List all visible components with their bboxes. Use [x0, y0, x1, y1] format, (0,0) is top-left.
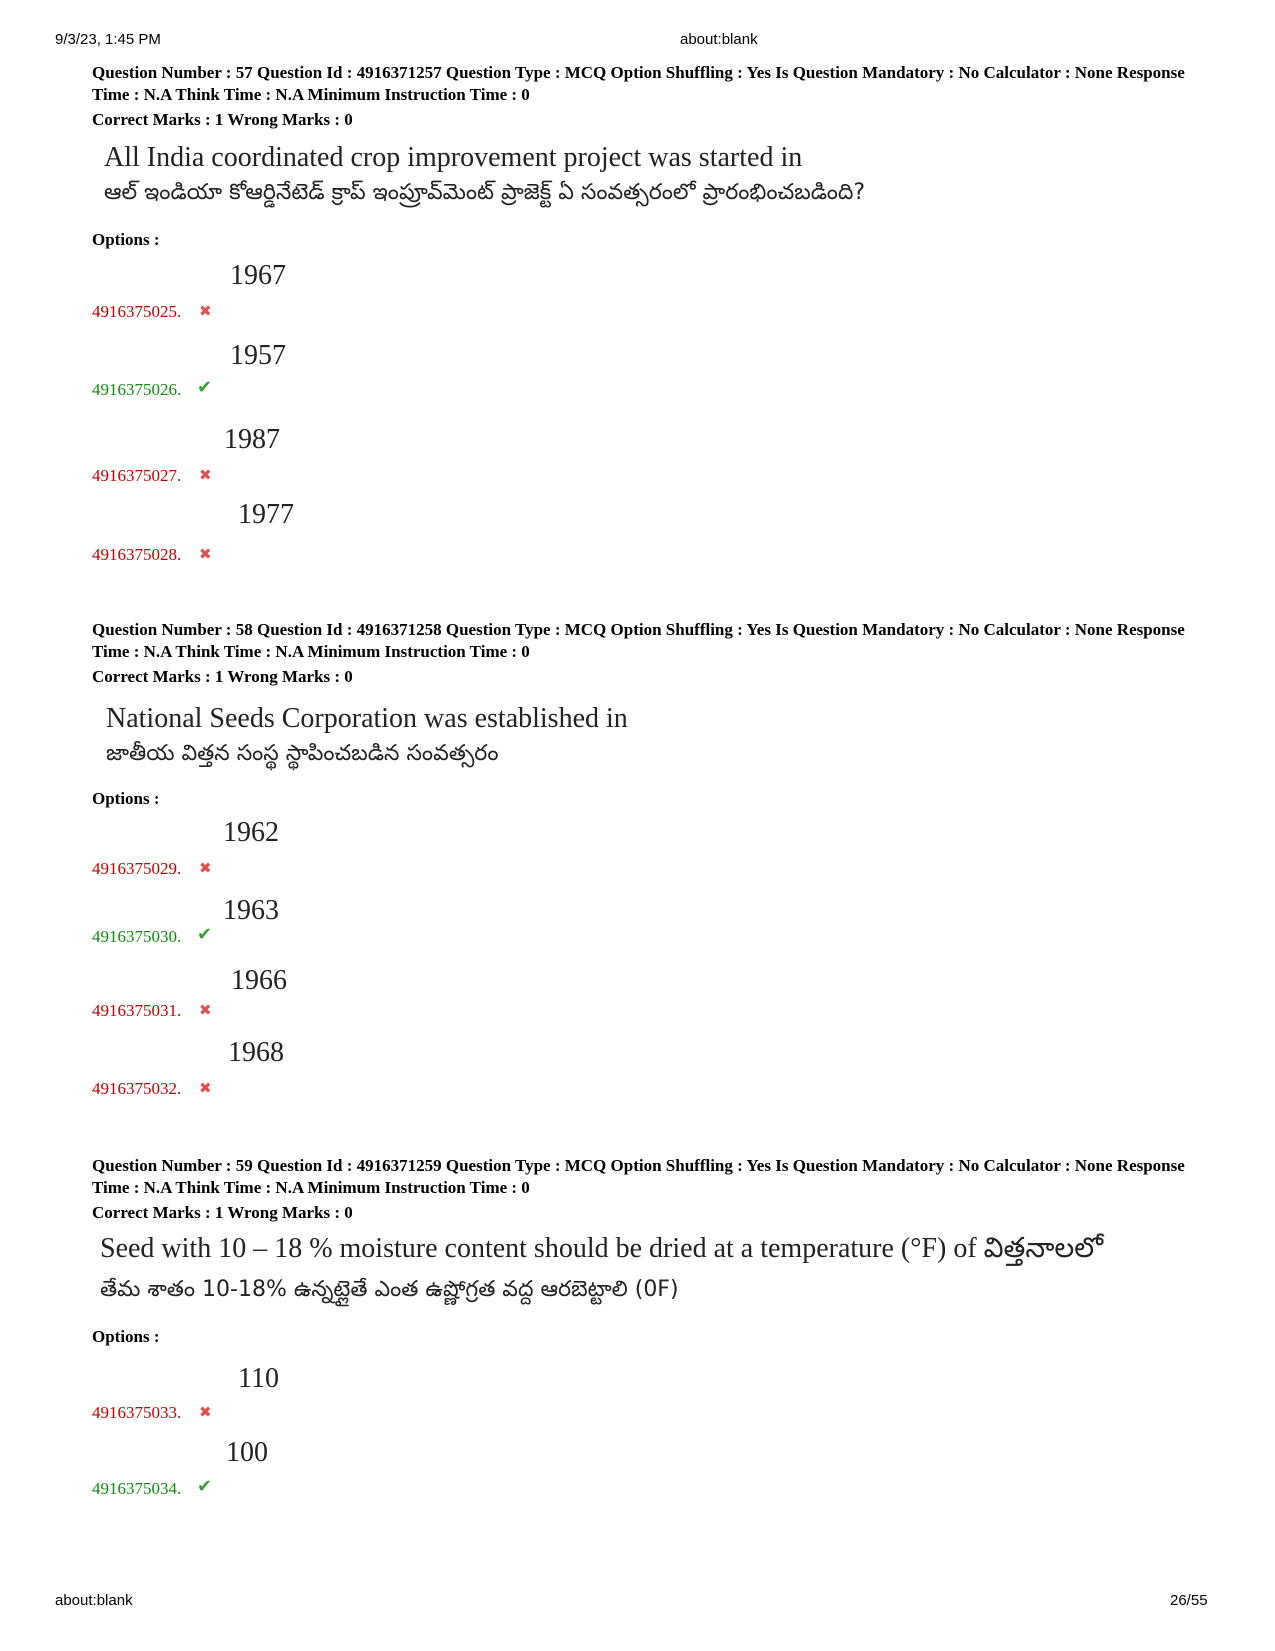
option-item: [92, 1039, 492, 1099]
option-value: 100: [226, 1437, 268, 1468]
question-text: [104, 140, 1208, 210]
option-id: 4916375028.: [92, 545, 182, 564]
option-id: 4916375033.: [92, 1403, 182, 1422]
question-block-59: [92, 1155, 1208, 1498]
print-footer-page: 26/55: [1170, 1592, 1208, 1609]
cross-mark-icon: ✖: [199, 1001, 212, 1019]
question-text-telugu: తేమ శాతం 10-18% ఉన్నట్లైతే ఎంత ఉష్ణోగ్రత వద్ద ఆరబెట్టాలి (0F): [100, 1277, 679, 1302]
option-value: 1977: [238, 499, 294, 530]
option-id: 4916375034.: [92, 1479, 182, 1498]
question-text-telugu: జాతీయ విత్తన సంస్థ స్థాపించబడిన సంవత్సరం: [106, 741, 499, 766]
question-meta: Question Number : 59 Question Id : 4916371259 Question Type : MCQ Option Shuffling : Yes Is Question Mandatory : No Calculator : None Response Time : N.A Think Time : N.A Minimum Instruction Time : 0: [92, 1156, 1185, 1197]
option-item: [92, 262, 492, 322]
question-marks: Correct Marks : 1 Wrong Marks : 0: [92, 667, 353, 686]
option-item: [92, 1363, 492, 1423]
option-id: 4916375031.: [92, 1001, 182, 1020]
option-id: 4916375030.: [92, 927, 182, 946]
question-block-58: [92, 619, 1208, 1098]
cross-mark-icon: ✖: [199, 466, 212, 484]
option-item: [92, 499, 492, 565]
cross-mark-icon: ✖: [199, 1079, 212, 1097]
question-text: [100, 1231, 1208, 1307]
option-value: 1966: [231, 965, 287, 996]
print-header-datetime: 9/3/23, 1:45 PM: [55, 31, 161, 48]
option-id: 4916375029.: [92, 859, 182, 878]
question-marks: Correct Marks : 1 Wrong Marks : 0: [92, 1203, 353, 1222]
check-mark-icon: ✔: [197, 924, 213, 945]
option-item: [92, 426, 492, 486]
options-label: Options :: [92, 789, 160, 808]
question-text-english: All India coordinated crop improvement project was started in: [104, 142, 803, 173]
check-mark-icon: ✔: [197, 1476, 213, 1497]
question-text-english: National Seeds Corporation was established in: [106, 703, 628, 734]
option-value: 1963: [223, 895, 279, 926]
question-block-57: [92, 62, 1208, 564]
option-id: 4916375027.: [92, 466, 182, 485]
option-value: 1957: [230, 340, 286, 371]
option-item: [92, 961, 492, 1021]
options-label: Options :: [92, 230, 160, 249]
print-header-url: about:blank: [680, 31, 758, 48]
cross-mark-icon: ✖: [199, 545, 212, 563]
options-label: Options :: [92, 1327, 160, 1346]
question-meta: Question Number : 57 Question Id : 4916371257 Question Type : MCQ Option Shuffling : Yes Is Question Mandatory : No Calculator : None Response Time : N.A Think Time : N.A Minimum Instruction Time : 0: [92, 63, 1185, 104]
option-id: 4916375026.: [92, 380, 182, 399]
option-value: 1987: [224, 424, 280, 455]
cross-mark-icon: ✖: [199, 302, 212, 320]
question-text: [106, 701, 1208, 771]
option-item: [92, 1439, 492, 1499]
option-value: 110: [238, 1363, 279, 1394]
question-text-english: Seed with 10 – 18 % moisture content should be dried at a temperature (°F) of విత్తనాలలో: [100, 1233, 1104, 1264]
check-mark-icon: ✔: [197, 377, 213, 398]
option-id: 4916375032.: [92, 1079, 182, 1098]
cross-mark-icon: ✖: [199, 859, 212, 877]
cross-mark-icon: ✖: [199, 1403, 212, 1421]
option-item: [92, 819, 492, 879]
question-marks: Correct Marks : 1 Wrong Marks : 0: [92, 110, 353, 129]
option-item: [92, 887, 492, 947]
option-value: 1962: [223, 817, 279, 848]
question-meta: Question Number : 58 Question Id : 4916371258 Question Type : MCQ Option Shuffling : Yes Is Question Mandatory : No Calculator : None Response Time : N.A Think Time : N.A Minimum Instruction Time : 0: [92, 620, 1185, 661]
option-item: [92, 340, 492, 400]
question-text-telugu: ఆల్ ఇండియా కోఆర్డినేటెడ్ క్రాప్ ఇంప్రూవ్‌మెంట్ ప్రాజెక్ట్ ఏ సంవత్సరంలో ప్రారంభించబడింది?: [104, 180, 866, 205]
option-id: 4916375025.: [92, 302, 182, 321]
option-value: 1968: [228, 1037, 284, 1068]
option-value: 1967: [230, 260, 286, 291]
print-footer-url: about:blank: [55, 1592, 133, 1609]
